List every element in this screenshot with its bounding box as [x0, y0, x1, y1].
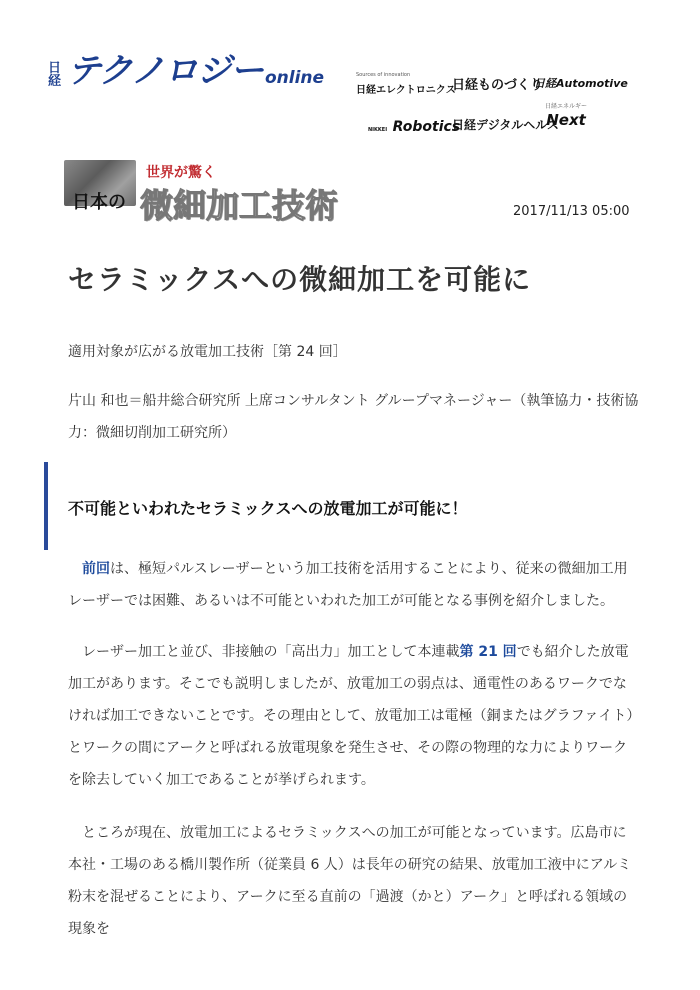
brand-energy-label: Next — [546, 111, 586, 129]
article-subtitle: 適用対象が広がる放電加工技術［第 24 回］ — [68, 344, 347, 360]
logo-nikkei — [48, 62, 64, 88]
paragraph-2-text-b: でも紹介した放電加工があります。そこでも説明しましたが、放電加工の弱点は、通電性のあるワークでなければ加工できないことです。その理由として、放電加工は電極（銅またはグラファイト）とワークの間にアークと呼ばれる放電現象を発生させ、その際の物理的な力によりワークを除去していく加工であることが挙げられます。 — [68, 644, 634, 788]
brand-energy-tag: 日経エネルギー — [545, 103, 588, 110]
brand-electronics[interactable] — [356, 72, 456, 97]
paragraph-1-text: は、極短パルスレーザーという加工技術を活用することにより、従来の微細加工用レーザーでは困難、あるいは不可能といわれた加工が可能となる事例を紹介しました。 — [68, 561, 628, 609]
brand-robotics-label: Robotics — [392, 119, 461, 135]
article-author: 片山 和也＝船井総合研究所 上席コンサルタント グループマネージャー（執筆協力・技術協力：微細切削加工研究所） — [68, 393, 639, 441]
brand-electronics-tag: Sources of innovation — [356, 72, 411, 78]
brand-monozukuri[interactable] — [452, 74, 543, 93]
article-title: セラミックスへの微細加工を可能に — [68, 263, 532, 296]
link-episode-21[interactable]: 第 21 回 — [459, 644, 517, 660]
brand-digital-health[interactable] — [452, 116, 559, 133]
logo-nikkei-text: 日経 — [48, 61, 62, 89]
site-logo[interactable] — [48, 44, 325, 91]
paragraph-1 — [68, 553, 640, 617]
brand-automotive-label: 日経Automotive — [534, 77, 628, 90]
paragraph-3: ところが現在、放電加工によるセラミックスへの加工が可能となっています。広島市に本社・工場のある橋川製作所（従業員 6 人）は長年の研究の結果、放電加工液中にアルミ粉末を混ぜることにより、アークに至る直前の「過渡（かと）アーク」と呼ばれる領域の現象を — [68, 825, 632, 937]
banner-bisai: 微細加工技術 — [140, 186, 338, 225]
article-date: 2017/11/13 05:00 — [513, 204, 630, 219]
callout-heading: 不可能といわれたセラミックスへの放電加工が可能に！ — [68, 499, 468, 518]
brand-digital-health-label: 日経デジタルヘルス — [452, 118, 559, 132]
link-previous-article[interactable]: 前回 — [82, 561, 110, 577]
logo-online: online — [264, 68, 325, 88]
brand-automotive[interactable] — [534, 75, 628, 91]
banner-nihon: 日本の — [72, 192, 126, 213]
brand-robotics[interactable] — [368, 116, 460, 135]
brand-energy-next[interactable] — [545, 104, 587, 129]
paragraph-2-text-a: レーザー加工と並び、非接触の「高出力」加工として本連載 — [82, 644, 460, 660]
logo-main: テクノロジー — [67, 51, 263, 91]
brand-monozukuri-label: 日経ものづくり — [452, 78, 544, 93]
brand-electronics-label: 日経エレクトロニクス — [356, 85, 456, 96]
banner-sekai: 世界が驚く — [146, 165, 216, 181]
brand-robotics-prefix: NIKKEI — [368, 127, 388, 133]
callout-bar — [44, 462, 48, 550]
series-banner[interactable] — [64, 160, 339, 225]
paragraph-2 — [68, 636, 640, 796]
